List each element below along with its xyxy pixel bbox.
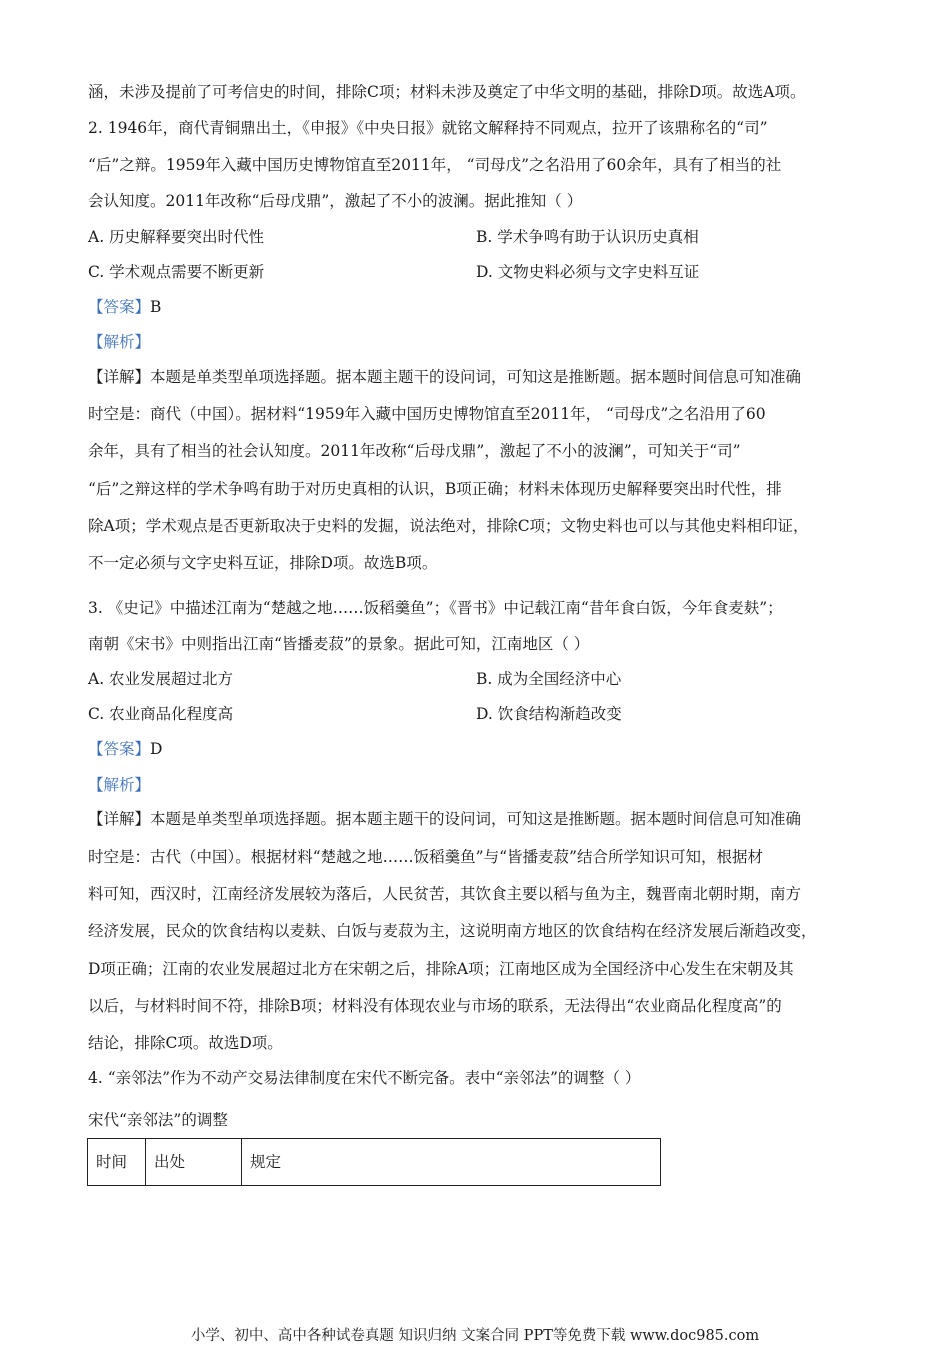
q2-option-d: D. 文物史料必须与文字史料互证 (476, 263, 700, 281)
answer-value: B (150, 298, 162, 316)
q3-detail-line: 以后，与材料时间不符，排除B项；材料没有体现农业与市场的联系，无法得出“农业商品化程度高”的 (88, 997, 782, 1015)
q2-answer (88, 297, 161, 317)
detail-text: 本题是单类型单项选择题。据本题主题干的设问词，可知这是推断题。据本题时间信息可知准确 (150, 810, 802, 828)
table-header-time: 时间 (88, 1139, 146, 1186)
question-4-stem: 4. “亲邻法”作为不动产交易法律制度在宋代不断完备。表中“亲邻法”的调整（ ） (88, 1069, 641, 1087)
q3-option-b: B. 成为全国经济中心 (476, 670, 622, 688)
table-header-row (88, 1139, 661, 1186)
q2-detail-line (88, 367, 801, 387)
rules-table (87, 1138, 661, 1186)
q3-option-c: C. 农业商品化程度高 (88, 705, 234, 723)
answer-tag: 【答案】 (88, 298, 151, 316)
table-header-source: 出处 (146, 1139, 242, 1186)
q3-detail-line: 经济发展，民众的饮食结构以麦麸、白饭与麦菽为主，这说明南方地区的饮食结构在经济发展后渐趋改变， (88, 922, 817, 940)
q3-detail-line: 结论，排除C项。故选D项。 (88, 1034, 283, 1052)
q2-detail-line: 余年，具有了相当的社会认知度。2011年改称“后母戊鼎”，激起了不小的波澜”，可知关于“司” (88, 442, 741, 460)
q3-detail-line: 料可知，西汉时，江南经济发展较为落后，人民贫苦，其饮食主要以稻与鱼为主，魏晋南北朝时期，南方 (88, 885, 802, 903)
page-footer: 小学、初中、高中各种试卷真题 知识归纳 文案合同 PPT等免费下载 www.doc985.com (190, 1328, 760, 1344)
detail-tag: 【详解】 (88, 368, 151, 386)
q2-detail-line: 不一定必须与文字史料互证，排除D项。故选B项。 (88, 554, 438, 572)
q2-option-a: A. 历史解释要突出时代性 (88, 228, 265, 246)
q2-detail-line: “后”之辩这样的学术争鸣有助于对历史真相的认识，B项正确；材料未体现历史解释要突出时代性，排 (88, 480, 782, 498)
answer-tag: 【答案】 (88, 740, 151, 758)
text-line: 涵，未涉及提前了可考信史的时间，排除C项；材料未涉及奠定了中华文明的基础，排除D项。故选A项。 (88, 83, 806, 101)
q2-analysis-tag: 【解析】 (88, 333, 151, 351)
q3-detail-line: 时空是：古代（中国）。根据材料“楚越之地……饭稻羹鱼”与“皆播麦菽”结合所学知识可知，根据材 (88, 848, 763, 866)
q2-detail-line: 除A项；学术观点是否更新取决于史料的发掘，说法绝对，排除C项；文物史料也可以与其他史料相印证， (88, 517, 809, 535)
table-header-rule: 规定 (242, 1139, 661, 1186)
question-2-stem: 2. 1946年，商代青铜鼎出土，《申报》《中央日报》就铭文解释持不同观点，拉开了该鼎称名的“司” (88, 119, 768, 137)
question-2-stem: 会认知度。2011年改称“后母戊鼎”，激起了不小的波澜。据此推知（ ） (88, 192, 583, 210)
q3-detail-line: D项正确；江南的农业发展超过北方在宋朝之后，排除A项；江南地区成为全国经济中心发生在宋朝及其 (88, 960, 794, 978)
q3-detail-line (88, 809, 801, 829)
q3-answer (88, 739, 162, 759)
question-2-stem: “后”之辩。1959年入藏中国历史博物馆直至2011年， “司母戊”之名沿用了60余年，具有了相当的社 (88, 156, 782, 174)
q2-detail-line: 时空是：商代（中国）。据材料“1959年入藏中国历史博物馆直至2011年， “司母戊”之名沿用了60 (88, 405, 766, 423)
detail-text: 本题是单类型单项选择题。据本题主题干的设问词，可知这是推断题。据本题时间信息可知准确 (150, 368, 802, 386)
q3-analysis-tag: 【解析】 (88, 776, 151, 794)
detail-tag: 【详解】 (88, 810, 151, 828)
question-3-stem: 3. 《史记》中描述江南为“楚越之地……饭稻羹鱼”；《晋书》中记载江南“昔年食白饭，今年食麦麸”； (88, 599, 783, 617)
question-3-stem: 南朝《宋书》中则指出江南“皆播麦菽”的景象。据此可知，江南地区（ ） (88, 635, 590, 653)
q3-option-d: D. 饮食结构渐趋改变 (476, 705, 622, 723)
q2-option-c: C. 学术观点需要不断更新 (88, 263, 265, 281)
answer-value: D (150, 740, 163, 758)
table-caption: 宋代“亲邻法”的调整 (88, 1111, 228, 1129)
q3-option-a: A. 农业发展超过北方 (88, 670, 234, 688)
q2-option-b: B. 学术争鸣有助于认识历史真相 (476, 228, 699, 246)
